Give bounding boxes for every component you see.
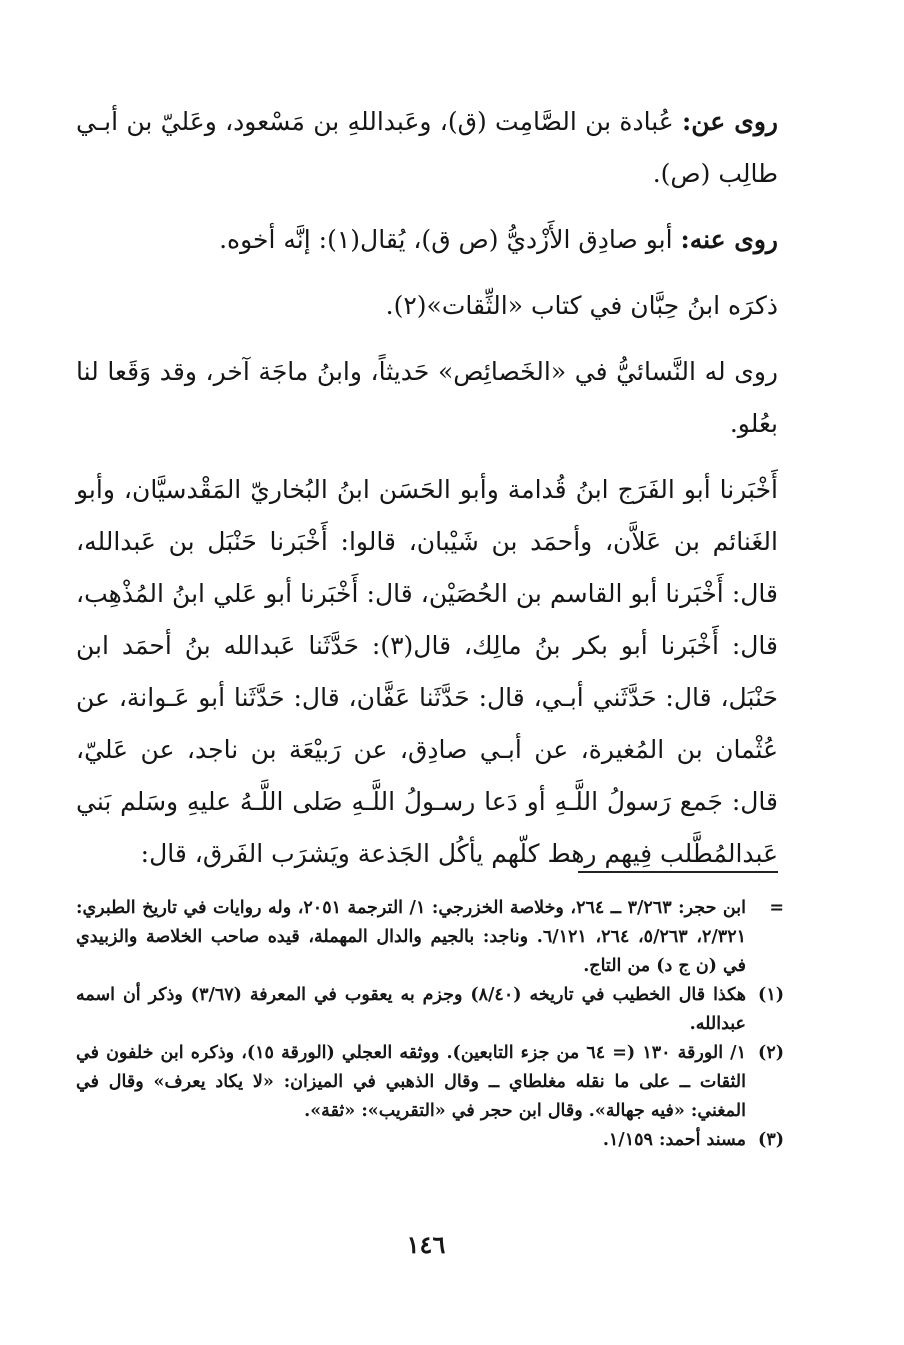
footnote-item [76, 1126, 784, 1155]
paragraph-narrations: روى له النَّسائيُّ في «الخَصائِص» حَديثاً، وابنُ ماجَة آخر، وقد وَقَعا لنا بعُلو. [76, 357, 778, 438]
footnote-text: مسند أحمد: ١/١٥٩. [602, 1130, 746, 1150]
footnote-marker: = [769, 898, 784, 918]
footnote-text: ابن حجر: ٣/٢٦٣ ــ ٢٦٤، وخلاصة الخزرجي: ١/ الترجمة ٢٠٥١، وله روايات في تاريخ الطبري: ٢/٣٢١، ٥/٢٦٣، ٢٦٤، ٦/١٢١. وناجد: بالجيم والدال المهملة، قيده صاحب الخلاصة والزبيدي في (ن ج د) من التاج. [76, 898, 746, 976]
footnote-marker: (٢) [758, 1043, 784, 1063]
footnote-item [76, 981, 784, 1039]
footnote-text: ١/ الورقة ١٣٠ (= ٦٤ من جزء التابعين). ووثقه العجلي (الورقة ١٥)، وذكره ابن خلفون في الثقات ــ على ما نقله مغلطاي ــ وقال الذهبي في الميزان: «لا يكاد يعرف» وقال في المغني: «فيه جهالة». وقال ابن حجر في «التقريب»: «ثقة». [76, 1043, 746, 1121]
paragraph-body: أبو صادِق الأَزْديُّ (ص ق)، يُقال(١): إنَّه أخوه. [219, 225, 681, 254]
footnote-marker: (٣) [758, 1130, 784, 1150]
footnote-item [76, 894, 784, 981]
paragraph-mention: ذكرَه ابنُ حِبَّان في كتاب «الثِّقات»(٢). [385, 291, 778, 320]
paragraph-lead: روى عنه: [680, 225, 778, 254]
footnote-text: هكذا قال الخطيب في تاريخه (٨/٤٠) وجزم به يعقوب في المعرفة (٣/٦٧) وذكر أن اسمه عبدالله. [76, 985, 747, 1034]
paragraph-narrated-from [76, 96, 778, 200]
paragraph-lead: روى عن: [682, 107, 778, 136]
paragraph-isnad: أَخْبَرنا أبو الفَرَج ابنُ قُدامة وأبو الحَسَن ابنُ البُخاريّ المَقْدسيَّان، وأبو الغَنائم بن عَلاَّن، وأحمَد بن شَيْبان، قالوا: أَخْبَرنا حَنْبَل بن عَبدالله، قال: أَخْبَرنا أبو القاسم بن الحُصَيْن، قال: أَخْبَرنا أبو عَلي ابنُ المُذْهِب، قال: أَخْبَرنا أبو بكر بنُ مالِك، قال(٣): حَدَّثَنا عَبدالله بنُ أحمَد ابن حَنْبَل، قال: حَدَّثَني أبـي، قال: حَدَّثَنا عَفَّان، قال: حَدَّثَنا أبو عَـوانة، عن عُثْمان بن المُغيرة، عن أبـي صادِق، عن رَبيْعَة بن ناجد، عن عَليّ، قال: جَمع رَسولُ اللَّـهِ أو دَعا رسـولُ اللَّـهِ صَلى اللَّـهُ عليهِ وسَلم بَني عَبدالمُطَّلب فِيهم رهط كلّهم يأكُل الجَذعة ويَشرَب الفَرق، قال: [76, 475, 778, 868]
footnotes [76, 894, 784, 1155]
paragraph-narrated-by [76, 214, 778, 266]
paragraph-body: عُبادة بن الصَّامِت (ق)، وعَبداللهِ بن مَسْعود، وعَليّ بن أبـي طالِب (ص). [76, 107, 778, 188]
footnote-divider [578, 871, 778, 873]
page-number: ١٤٦ [406, 1230, 446, 1259]
footnote-marker: (١) [758, 985, 784, 1005]
footnote-item [76, 1039, 784, 1126]
main-text [76, 96, 778, 880]
